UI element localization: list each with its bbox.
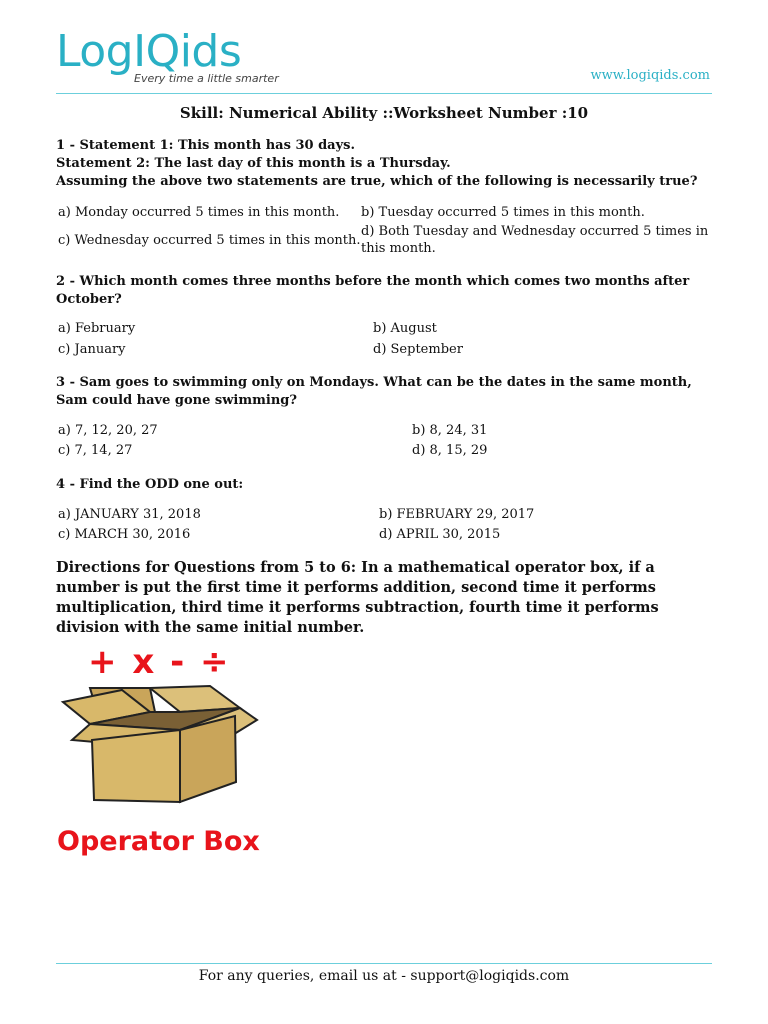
website-link[interactable]: www.logiqids.com xyxy=(590,68,710,83)
question-3-option-b: b) 8, 24, 31 xyxy=(412,423,488,438)
worksheet-title: Skill: Numerical Ability ::Worksheet Number :10 xyxy=(179,104,589,122)
logo-tagline: Every time a little smarter xyxy=(134,72,279,85)
page-header xyxy=(56,26,712,94)
question-1-prompt: Assuming the above two statements are true, which of the following is necessarily true? xyxy=(56,174,698,189)
question-3-option-a: a) 7, 12, 20, 27 xyxy=(58,423,158,438)
cardboard-box-icon xyxy=(60,680,265,805)
question-3-option-c: c) 7, 14, 27 xyxy=(58,443,133,458)
question-2-option-a: a) February xyxy=(58,321,136,336)
question-2: 2 - Which month comes three months before the month which comes two months after October? xyxy=(56,274,690,307)
question-1-statement-1: 1 - Statement 1: This month has 30 days. xyxy=(56,138,355,153)
question-1-option-d: d) Both Tuesday and Wednesday occurred 5 times in this month. xyxy=(361,224,709,256)
question-4: 4 - Find the ODD one out: xyxy=(56,477,244,492)
question-1-option-b: b) Tuesday occurred 5 times in this month. xyxy=(361,205,645,220)
question-4-option-a: a) JANUARY 31, 2018 xyxy=(58,507,201,522)
footer-divider xyxy=(56,963,712,964)
footer-contact: For any queries, email us at - support@logiqids.com xyxy=(198,968,570,984)
question-3-option-d: d) 8, 15, 29 xyxy=(412,443,488,458)
question-4-option-d: d) APRIL 30, 2015 xyxy=(379,527,501,542)
logiqids-logo: LogIQids xyxy=(56,26,242,77)
directions-q5-q6: Directions for Questions from 5 to 6: In a mathematical operator box, if a number is put the first time it performs addition, second time it performs multiplication, third time it performs subtraction, fourth time it performs division with the same initial number. xyxy=(56,559,659,636)
question-2-option-b: b) August xyxy=(373,321,437,336)
question-2-option-d: d) September xyxy=(373,342,463,357)
question-3: 3 - Sam goes to swimming only on Mondays. What can be the dates in the same month, Sam could have gone swimming? xyxy=(56,375,692,408)
question-1-option-a: a) Monday occurred 5 times in this month. xyxy=(58,205,340,220)
question-4-option-c: c) MARCH 30, 2016 xyxy=(58,527,191,542)
operator-symbols: + x - ÷ xyxy=(88,642,231,682)
question-1 xyxy=(56,137,716,191)
question-1-option-c: c) Wednesday occurred 5 times in this month. xyxy=(58,233,361,248)
header-divider xyxy=(56,93,712,94)
operator-box-caption: Operator Box xyxy=(57,826,260,857)
question-4-option-b: b) FEBRUARY 29, 2017 xyxy=(379,507,535,522)
question-1-statement-2: Statement 2: The last day of this month is a Thursday. xyxy=(56,156,451,171)
question-2-option-c: c) January xyxy=(58,342,126,357)
